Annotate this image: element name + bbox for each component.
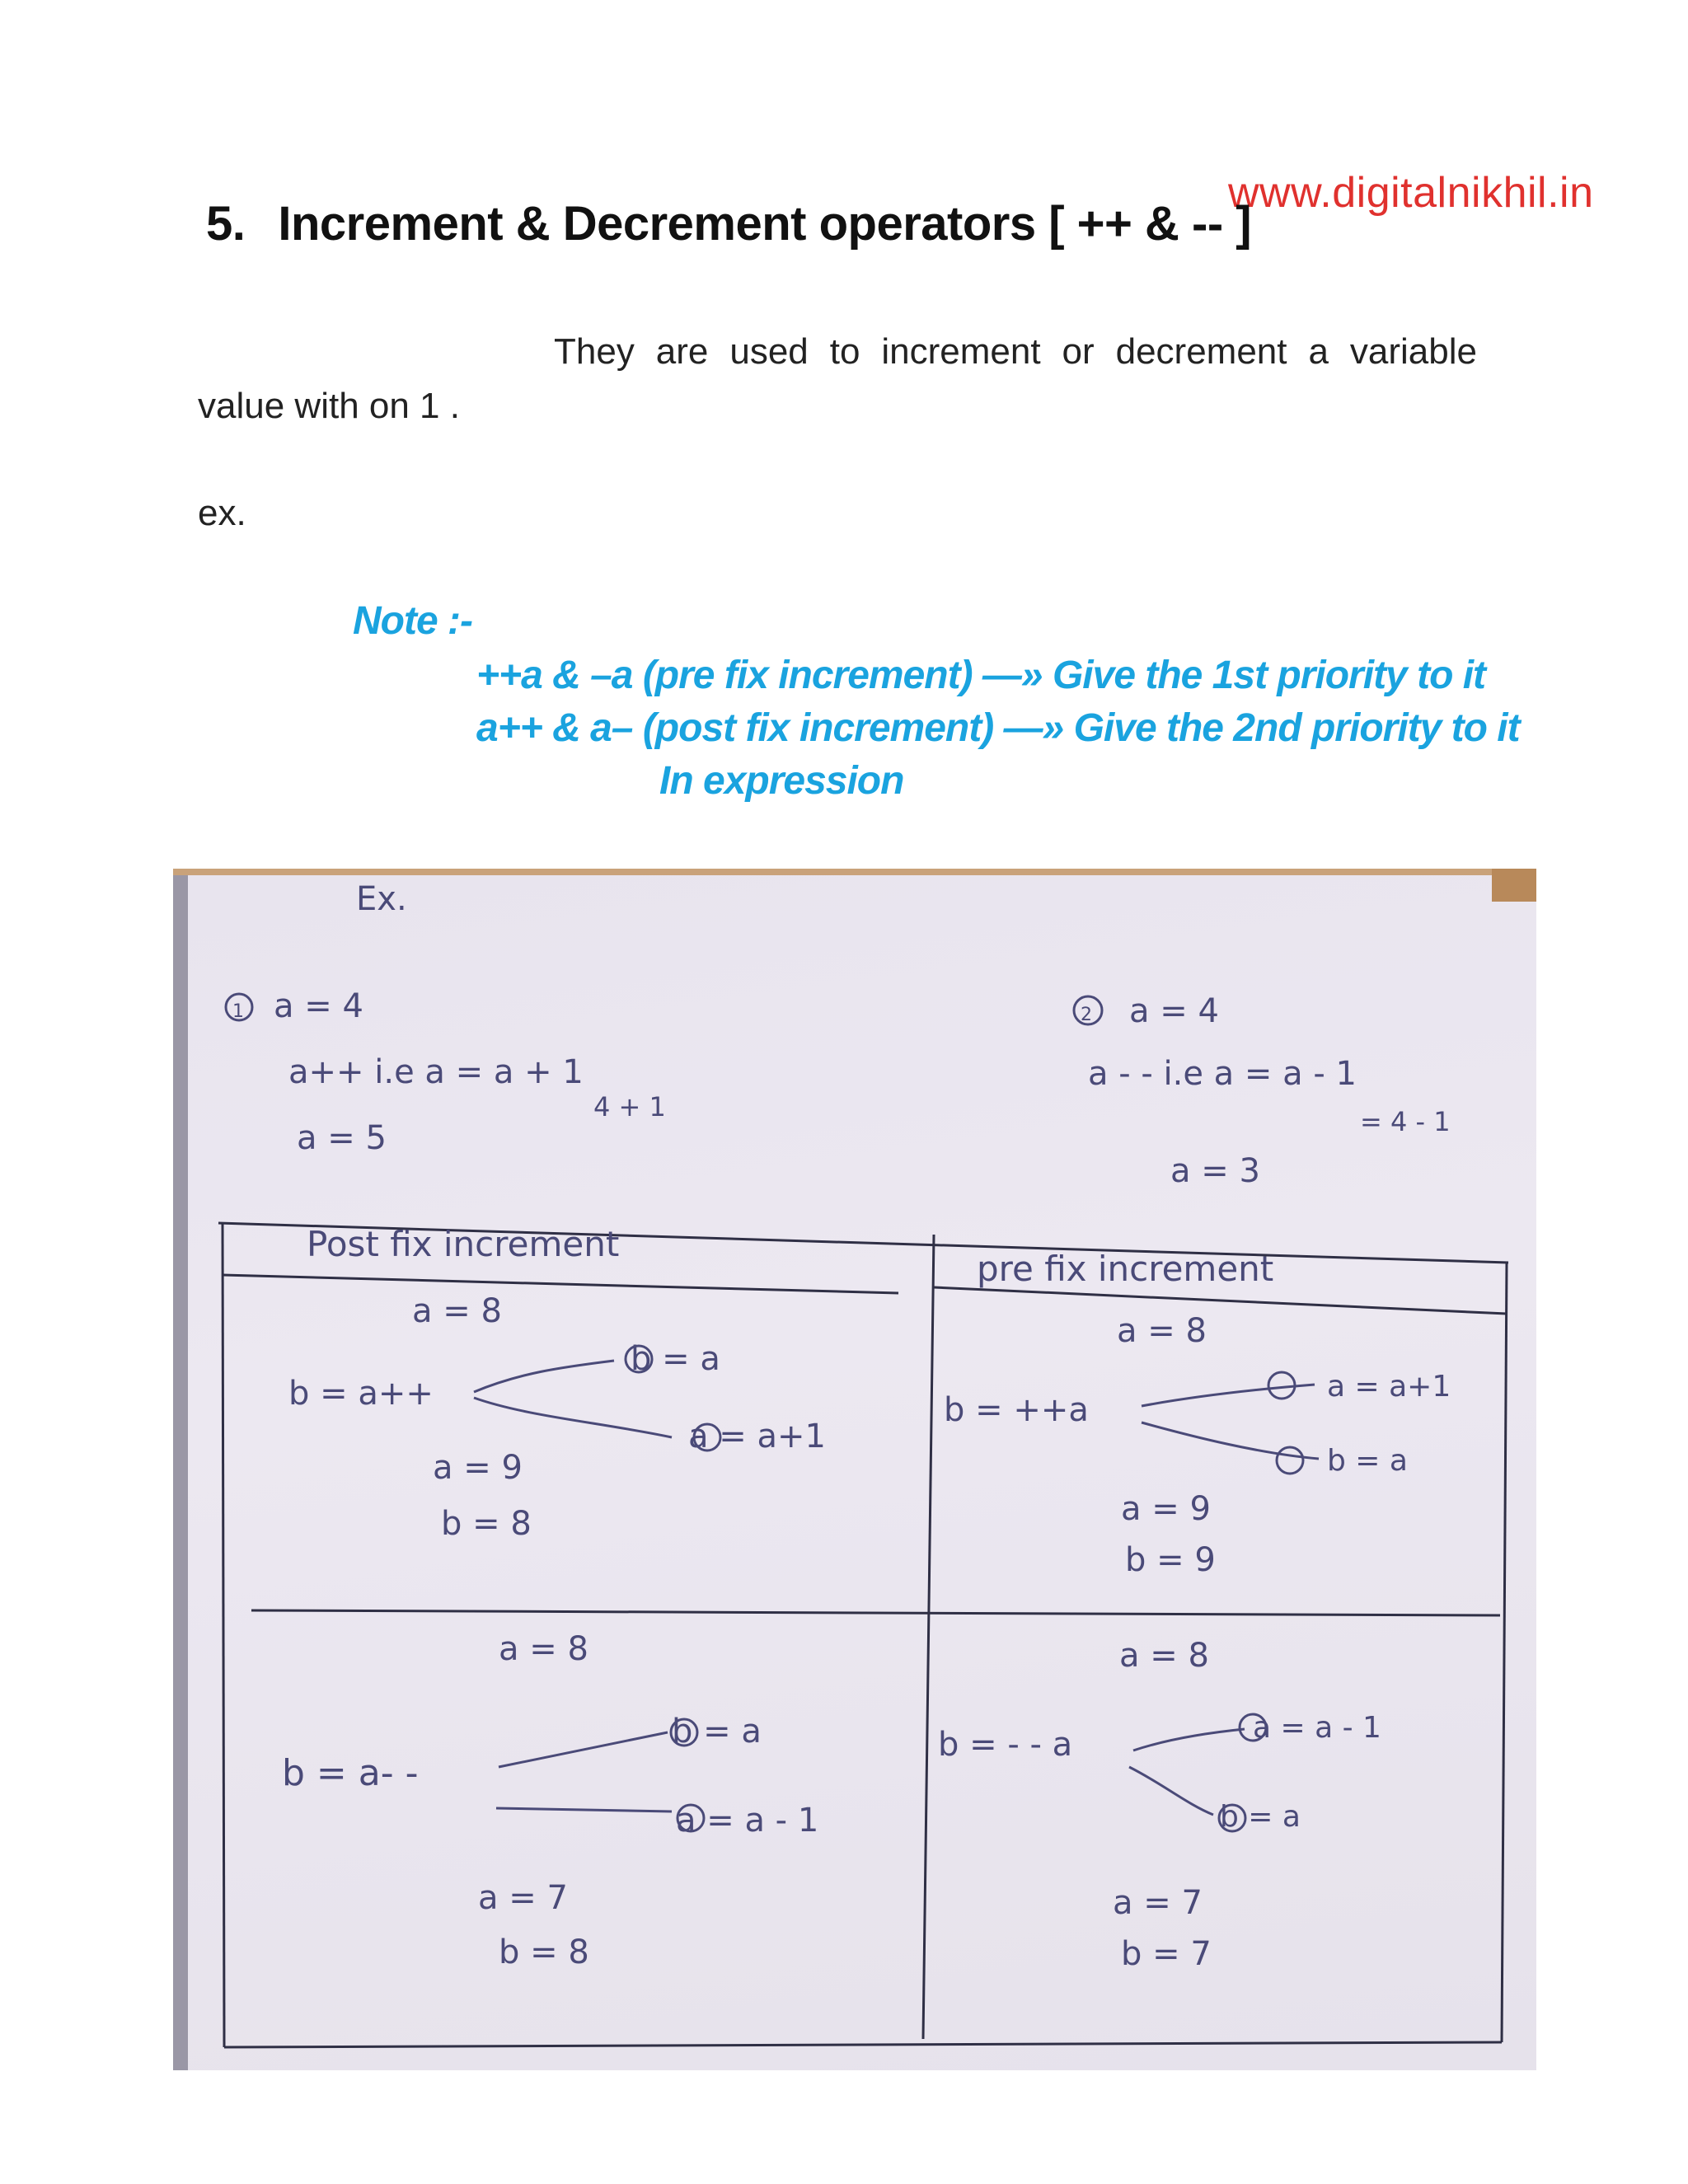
note-line-expression: In expression — [659, 759, 904, 803]
prefix-bottom-result-a: a = 7 — [1113, 1884, 1203, 1922]
site-watermark: www.digitalnikhil.in — [1228, 169, 1594, 217]
prefix-bottom-step2: b = a — [1220, 1800, 1301, 1834]
photo-left-shadow — [173, 869, 188, 2070]
example1-line3: 4 + 1 — [593, 1091, 666, 1122]
postfix-bottom-result-b: b = 8 — [499, 1933, 589, 1971]
prefix-top-init: a = 8 — [1117, 1312, 1207, 1350]
heading-number: 5. — [206, 197, 246, 251]
prefix-top-step1: a = a+1 — [1327, 1370, 1451, 1404]
photo-top-edge — [173, 869, 1536, 875]
section-heading — [206, 196, 1251, 251]
postfix-top-step2: a = a+1 — [688, 1418, 826, 1455]
prefix-top-expr: b = ++a — [944, 1391, 1089, 1429]
example2-line1: a = 4 — [1129, 992, 1219, 1030]
example1-marker-num: 1 — [232, 1001, 244, 1022]
prefix-top-step2: b = a — [1327, 1444, 1408, 1478]
postfix-top-result-a: a = 9 — [433, 1449, 523, 1487]
postfix-top-expr: b = a++ — [288, 1375, 434, 1413]
notebook-photo — [173, 869, 1536, 2070]
example1-line1: a = 4 — [274, 987, 363, 1025]
prefix-top-result-b: b = 9 — [1125, 1541, 1216, 1579]
prefix-bottom-step1: a = a - 1 — [1253, 1711, 1381, 1745]
postfix-bottom-step2: a = a - 1 — [676, 1802, 819, 1840]
postfix-top-step1: b = a — [631, 1340, 720, 1378]
prefix-bottom-expr: b = - - a — [938, 1726, 1073, 1764]
photo-corner-wood — [1492, 869, 1536, 902]
postfix-bottom-step1: b = a — [672, 1713, 762, 1750]
example2-line4: a = 3 — [1170, 1152, 1260, 1190]
postfix-bottom-init: a = 8 — [499, 1630, 588, 1668]
example-label: ex. — [198, 493, 246, 533]
example2-line2: a - - i.e a = a - 1 — [1088, 1055, 1357, 1093]
postfix-header: Post fix increment — [307, 1224, 620, 1264]
postfix-bottom-result-a: a = 7 — [478, 1879, 568, 1917]
prefix-top-result-a: a = 9 — [1121, 1490, 1211, 1528]
prefix-bottom-result-b: b = 7 — [1121, 1935, 1212, 1973]
prefix-header: pre fix increment — [977, 1249, 1274, 1289]
branch-lines — [474, 1361, 1319, 1815]
postfix-top-init: a = 8 — [412, 1292, 502, 1330]
table-grid — [218, 1223, 1508, 2047]
note-title: Note :- — [353, 599, 472, 643]
notebook-ex-label: Ex. — [356, 880, 407, 918]
example1-line2: a++ i.e a = a + 1 — [288, 1053, 584, 1091]
intro-paragraph-line2: value with on 1 . — [198, 386, 460, 426]
example2-line3: = 4 - 1 — [1360, 1106, 1451, 1137]
prefix-bottom-init: a = 8 — [1119, 1637, 1209, 1675]
example2-marker-num: 2 — [1081, 1005, 1092, 1025]
postfix-top-result-b: b = 8 — [441, 1505, 532, 1543]
intro-paragraph-line1: They are used to increment or decrement a variable — [554, 331, 1477, 372]
note-line-postfix: a++ & a– (post fix increment) —» Give the 2nd priority to it — [476, 706, 1520, 750]
example1-line4: a = 5 — [297, 1119, 387, 1157]
postfix-bottom-expr: b = a- - — [282, 1752, 419, 1794]
heading-title: Increment & Decrement operators [ ++ & -- ] — [278, 197, 1252, 251]
note-line-prefix: ++a & –a (pre fix increment) —» Give the 1st priority to it — [476, 654, 1486, 697]
